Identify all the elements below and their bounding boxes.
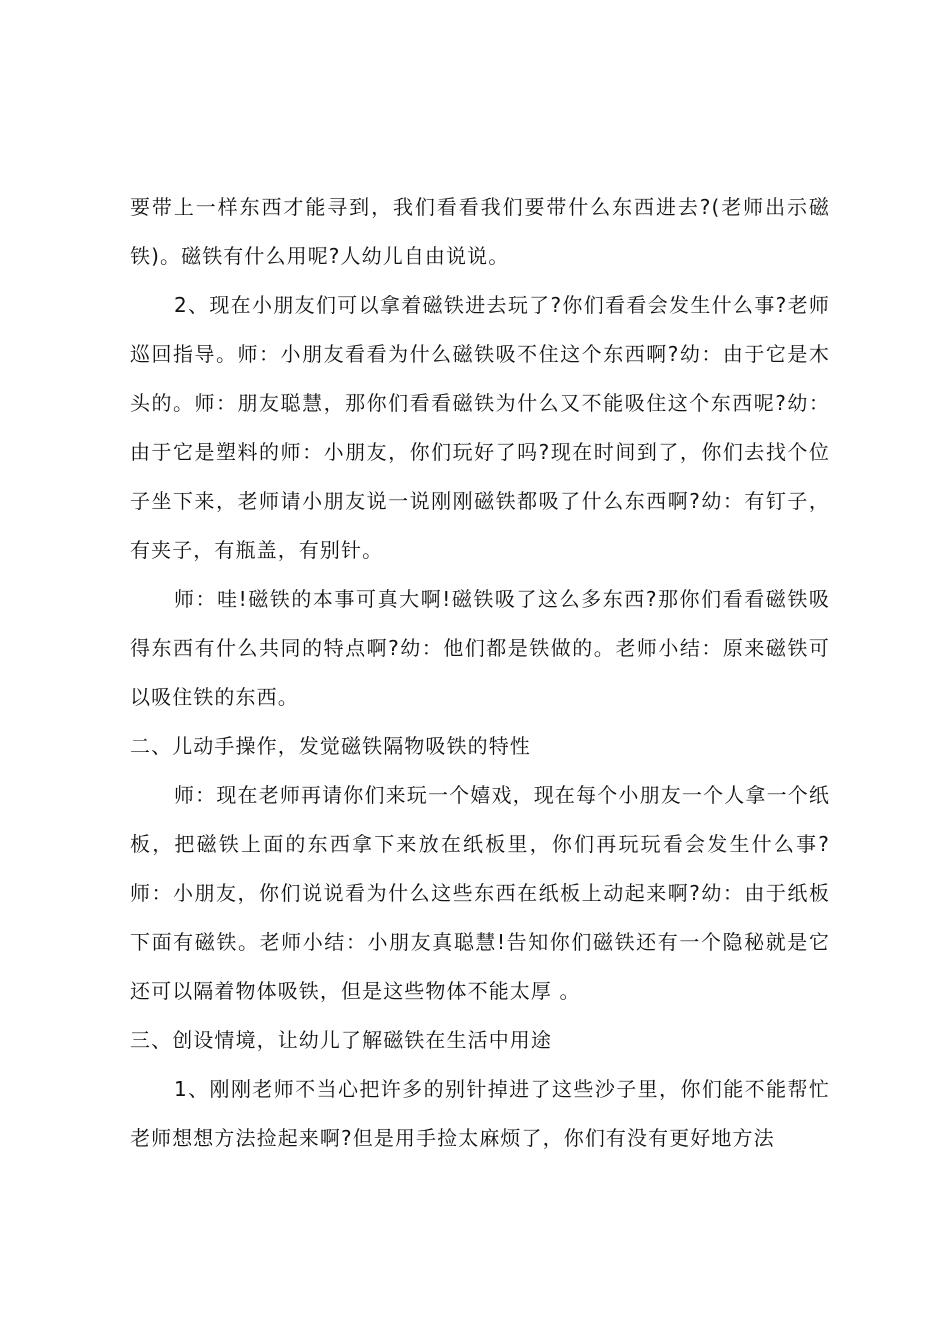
paragraph-step-2: 2、现在小朋友们可以拿着磁铁进去玩了?你们看看会发生什么事?老师巡回指导。师：小朋友看看为什么磁铁吸不住这个东西啊?幼：由于它是木头的。师：朋友聪慧，那你们看看磁铁为什么又不能吸住这个东西呢?幼：由于它是塑料的师：小朋友，你们玩好了吗?现在时间到了，你们去找个位子坐下来，老师请小朋友说一说刚刚磁铁都吸了什么东西啊?幼：有钉子，有夹子，有瓶盖，有别针。: [130, 293, 830, 562]
section-heading-3: 三、创设情境，让幼儿了解磁铁在生活中用途: [130, 1028, 552, 1052]
paragraph-step-1-sand: 1、刚刚老师不当心把许多的别针掉进了这些沙子里，你们能不能帮忙老师想想方法捡起来啊?但是用手捡太麻烦了，你们有没有更好地方法: [130, 1077, 830, 1150]
section-heading-2: 二、儿动手操作，发觉磁铁隔物吸铁的特性: [130, 734, 531, 758]
paragraph-teacher-summary: 师：哇!磁铁的本事可真大啊!磁铁吸了这么多东西?那你们看看磁铁吸得东西有什么共同的特点啊?幼：他们都是铁做的。老师小结：原来磁铁可以吸住铁的东西。: [130, 587, 830, 709]
paragraph-paperboard-game: 师：现在老师再请你们来玩一个嬉戏，现在每个小朋友一个人拿一个纸板，把磁铁上面的东西拿下来放在纸板里，你们再玩玩看会发生什么事?师：小朋友，你们说说看为什么这些东西在纸板上动起来啊?幼：由于纸板下面有磁铁。老师小结：小朋友真聪慧!告知你们磁铁还有一个隐秘就是它还可以隔着物体吸铁，但是这些物体不能太厚 。: [130, 783, 830, 1003]
document-body: [130, 183, 830, 1163]
paragraph-continuation: 要带上一样东西才能寻到，我们看看我们要带什么东西进去?(老师出示磁铁)。磁铁有什么用呢?人幼儿自由说说。: [130, 195, 830, 268]
